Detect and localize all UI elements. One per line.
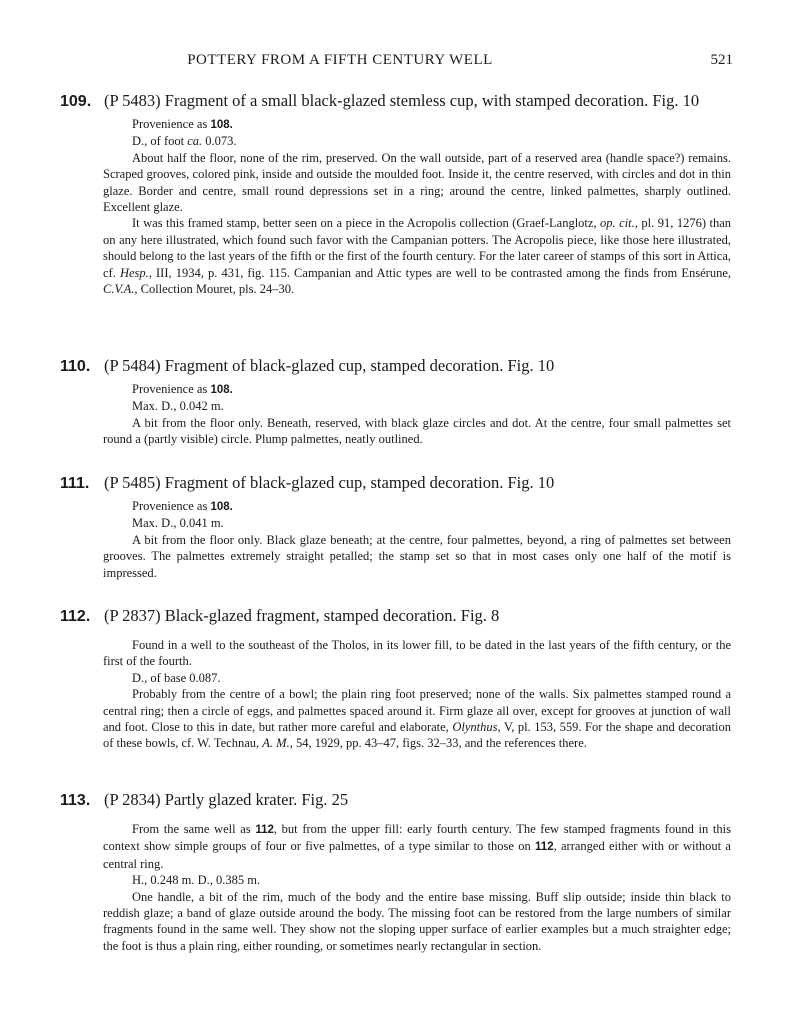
commentary-text: It was this framed stamp, better seen on a piece in the Acropolis collection (Graef-Langlotz, xyxy=(132,216,601,231)
provenience-line xyxy=(103,116,731,133)
catalogue-entry-113 xyxy=(60,789,730,954)
catalogue-entry-110 xyxy=(60,355,730,448)
dimensions-line xyxy=(103,133,731,149)
entry-heading xyxy=(60,605,730,627)
description-paragraph xyxy=(103,686,731,752)
entry-heading-text: (P 5483) Fragment of a small black-glazed stemless cup, with stamped decoration. Fig. 10 xyxy=(104,91,700,110)
entry-number: 113. xyxy=(60,792,91,809)
provenience-ref: 108. xyxy=(210,384,233,396)
provenience-text: Provenience as xyxy=(132,117,211,131)
commentary-paragraph xyxy=(103,215,731,297)
entry-body xyxy=(103,498,731,581)
commentary-text: , III, 1934, p. 431, fig. 115. Campanian and Attic types are well to be contrasted among the finds from Ensérune, xyxy=(148,265,732,280)
entry-heading xyxy=(60,472,730,494)
description-paragraph: One handle, a bit of the rim, much of the body and the entire base missing. Buff slip outside; inside thin black to reddish glaze; a band of glaze outside around the body. The missing foot can be restored from the large numbers of similar fragments found in the same well. They show not the sloping upper surface of earlier examples but a much straighter edge; the foot is thus a plain ring, either rounding, or sometimes nearly rectangular in section. xyxy=(103,889,731,953)
entry-heading xyxy=(60,90,730,112)
entry-heading-text: (P 5484) Fragment of black-glazed cup, stamped decoration. Fig. 10 xyxy=(104,356,555,375)
dimensions-line: H., 0.248 m. D., 0.385 m. xyxy=(132,873,261,888)
entry-number: 109. xyxy=(60,93,92,110)
catalogue-entry-111 xyxy=(60,472,730,581)
entry-number: 111. xyxy=(60,475,90,492)
entry-heading-text: (P 5485) Fragment of black-glazed cup, stamped decoration. Fig. 10 xyxy=(104,473,555,492)
entry-heading-text: (P 2837) Black-glazed fragment, stamped decoration. Fig. 8 xyxy=(104,606,500,625)
dimensions-line: D., of base 0.087. xyxy=(132,670,221,685)
provenience-line xyxy=(103,498,731,515)
page-number: 521 xyxy=(710,52,733,68)
entry-ref: 112 xyxy=(535,841,554,854)
entry-body xyxy=(103,637,731,752)
dimensions-line: Max. D., 0.041 m. xyxy=(132,516,224,531)
citation-italic: C.V.A. xyxy=(103,282,135,297)
citation-italic: op. cit. xyxy=(600,216,635,231)
citation-italic: Olynthus xyxy=(452,720,498,735)
commentary-text: , pl. 91, 1276) than on any here illustrated, which found such favor with the Campanian potters. The Acropolis piece, like those here illustrated, should belong to the last years of the fifth or the first of the fourth century. For the later career of stamps of this sort in Attica, cf. xyxy=(103,216,731,280)
running-head-title: POTTERY FROM A FIFTH CENTURY WELL xyxy=(187,52,493,68)
findspot-text: From the same well as xyxy=(132,822,256,836)
dimension-abbrev: ca. xyxy=(187,134,203,149)
citation-italic: Hesp. xyxy=(119,265,149,280)
provenience-text: Provenience as xyxy=(132,499,211,513)
catalogue-entry-109 xyxy=(60,90,730,297)
dimensions-line: Max. D., 0.042 m. xyxy=(132,399,224,414)
description-text: , 54, 1929, pp. 43–47, figs. 32–33, and the references there. xyxy=(289,736,587,751)
provenience-text: Provenience as xyxy=(132,382,211,396)
commentary-text: , Collection Mouret, pls. 24–30. xyxy=(134,282,295,297)
findspot-paragraph: Found in a well to the southeast of the Tholos, in its lower fill, to be dated in the last years of the fifth century, or the first of the fourth. xyxy=(103,638,731,669)
entry-body xyxy=(103,381,731,448)
entry-heading xyxy=(60,789,730,811)
entry-ref: 112 xyxy=(255,824,274,836)
description-text: Probably from the centre of a bowl; the plain ring foot preserved; none of the walls. Six palmettes stamped round a central ring; then a circle of eggs, and palmettes spaced around it. Firm glaze all over, except for grooves at junction of wall and foot. Close to this in date, but rather more careful and elaborate, xyxy=(103,687,731,735)
entry-number: 110. xyxy=(60,358,91,375)
citation-italic: A. M. xyxy=(262,736,290,751)
provenience-line xyxy=(103,381,731,398)
provenience-ref: 108. xyxy=(210,119,233,131)
provenience-ref: 108. xyxy=(210,501,233,513)
findspot-text: , but from the upper fill: early fourth century. The few stamped fragments found in this context show simple groups of four or five palmettes, of a type similar to those on xyxy=(103,822,731,854)
description-paragraph: About half the floor, none of the rim, preserved. On the wall outside, part of a reserved area (handle space?) remains. Scraped grooves, colored pink, inside and outside the moulded foot. Inside it, the centre reserved, with circles and dot in thin glaze. Border and centre, small round depressions set in a ring; around the centre, linked palmettes, sharply outlined. Excellent glaze. xyxy=(103,150,731,215)
entry-heading xyxy=(60,355,730,377)
description-text: , V, pl. 153, 559. For the shape and decoration of these bowls, cf. W. Technau, xyxy=(103,720,731,751)
findspot-paragraph xyxy=(103,821,731,872)
dimension-text: D., of foot xyxy=(132,134,188,149)
dimension-value: 0.073. xyxy=(202,134,237,149)
findspot-text: , arranged either with or without a central ring. xyxy=(103,839,731,871)
entry-number: 112. xyxy=(60,608,91,625)
description-paragraph: A bit from the floor only. Black glaze beneath; at the centre, four palmettes, beyond, a ring of palmettes set between grooves. The palmettes extremely straight petalled; the stamp set so that in most cases only one half of the motif is impressed. xyxy=(103,532,731,580)
entry-heading-text: (P 2834) Partly glazed krater. Fig. 25 xyxy=(104,790,349,809)
catalogue-entry-112 xyxy=(60,605,730,752)
entry-body xyxy=(103,116,731,297)
entry-body xyxy=(103,821,731,954)
description-paragraph: A bit from the floor only. Beneath, reserved, with black glaze circles and dot. At the centre, four small palmettes set round a (partly visible) circle. Plump palmettes, neatly outlined. xyxy=(103,415,731,447)
